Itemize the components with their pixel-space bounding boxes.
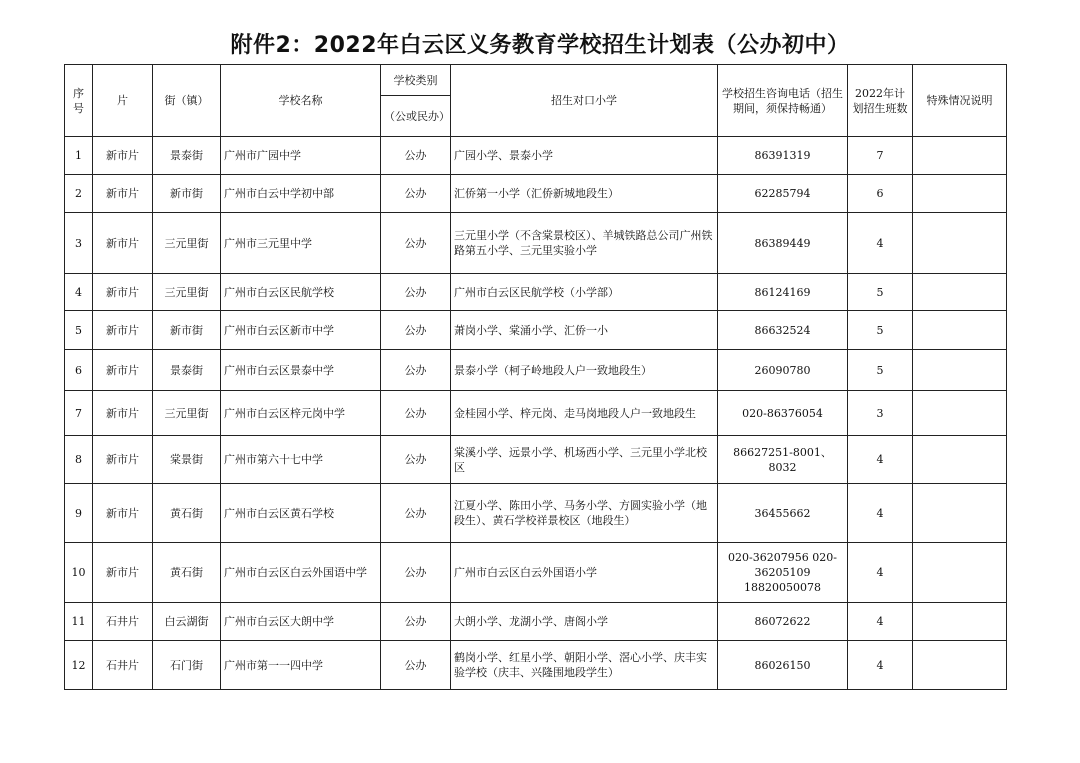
cell-note: [913, 641, 1007, 690]
table-row: [65, 641, 1007, 690]
cell-note: [913, 436, 1007, 484]
cell-street: 白云湖街: [153, 603, 221, 641]
cell-school: 广州市第一一四中学: [221, 641, 381, 690]
cell-primary: 大朗小学、龙湖小学、唐阁小学: [451, 603, 718, 641]
cell-primary: 广州市白云区民航学校（小学部）: [451, 274, 718, 311]
header-notes: 特殊情况说明: [913, 65, 1007, 137]
cell-primary: 汇侨第一小学（汇侨新城地段生）: [451, 175, 718, 213]
table-row: [65, 213, 1007, 274]
cell-classes: 5: [848, 311, 913, 350]
cell-school: 广州市白云中学初中部: [221, 175, 381, 213]
cell-classes: 6: [848, 175, 913, 213]
cell-street: 新市街: [153, 175, 221, 213]
cell-seq: 6: [65, 350, 93, 391]
cell-primary: 广园小学、景泰小学: [451, 137, 718, 175]
cell-note: [913, 137, 1007, 175]
cell-phone: 86072622: [718, 603, 848, 641]
cell-primary: 金桂园小学、梓元岗、走马岗地段人户一致地段生: [451, 391, 718, 436]
cell-school: 广州市白云区白云外国语中学: [221, 543, 381, 603]
cell-school: 广州市白云区大朗中学: [221, 603, 381, 641]
cell-type: 公办: [381, 350, 451, 391]
cell-seq: 1: [65, 137, 93, 175]
cell-type: 公办: [381, 484, 451, 543]
cell-area: 新市片: [93, 175, 153, 213]
cell-classes: 5: [848, 274, 913, 311]
table-row: [65, 484, 1007, 543]
cell-seq: 9: [65, 484, 93, 543]
cell-street: 三元里街: [153, 391, 221, 436]
cell-type: 公办: [381, 311, 451, 350]
table-row: [65, 603, 1007, 641]
cell-street: 三元里街: [153, 213, 221, 274]
cell-type: 公办: [381, 436, 451, 484]
table-row: [65, 543, 1007, 603]
cell-street: 新市街: [153, 311, 221, 350]
cell-street: 三元里街: [153, 274, 221, 311]
cell-primary: 萧岗小学、棠涌小学、汇侨一小: [451, 311, 718, 350]
cell-area: 新市片: [93, 484, 153, 543]
table-row: [65, 436, 1007, 484]
cell-note: [913, 603, 1007, 641]
cell-seq: 5: [65, 311, 93, 350]
cell-classes: 4: [848, 484, 913, 543]
cell-street: 景泰街: [153, 137, 221, 175]
header-school-type: 学校类别: [381, 65, 451, 96]
cell-area: 石井片: [93, 641, 153, 690]
cell-seq: 7: [65, 391, 93, 436]
cell-classes: 4: [848, 543, 913, 603]
cell-phone: 86389449: [718, 213, 848, 274]
table-row: [65, 350, 1007, 391]
cell-primary: 广州市白云区白云外国语小学: [451, 543, 718, 603]
cell-area: 石井片: [93, 603, 153, 641]
header-street: 街（镇）: [153, 65, 221, 137]
cell-type: 公办: [381, 641, 451, 690]
cell-type: 公办: [381, 603, 451, 641]
header-seq: 序号: [65, 65, 93, 137]
cell-note: [913, 391, 1007, 436]
cell-phone: 86632524: [718, 311, 848, 350]
cell-street: 黄石街: [153, 543, 221, 603]
table-row: [65, 274, 1007, 311]
cell-note: [913, 311, 1007, 350]
enrollment-plan-table: [64, 64, 1007, 690]
table-row: [65, 391, 1007, 436]
cell-classes: 4: [848, 641, 913, 690]
header-primary-schools: 招生对口小学: [451, 65, 718, 137]
cell-area: 新市片: [93, 274, 153, 311]
cell-classes: 4: [848, 603, 913, 641]
cell-note: [913, 274, 1007, 311]
cell-primary: 鹤岗小学、红星小学、朝阳小学、滘心小学、庆丰实验学校（庆丰、兴隆围地段学生）: [451, 641, 718, 690]
cell-primary: 江夏小学、陈田小学、马务小学、方圆实验小学（地段生）、黄石学校祥景校区（地段生）: [451, 484, 718, 543]
cell-note: [913, 213, 1007, 274]
cell-type: 公办: [381, 391, 451, 436]
cell-phone: 62285794: [718, 175, 848, 213]
cell-street: 石门街: [153, 641, 221, 690]
cell-school: 广州市广园中学: [221, 137, 381, 175]
cell-phone: 86026150: [718, 641, 848, 690]
cell-seq: 10: [65, 543, 93, 603]
cell-classes: 5: [848, 350, 913, 391]
cell-classes: 3: [848, 391, 913, 436]
cell-street: 棠景街: [153, 436, 221, 484]
header-school-name: 学校名称: [221, 65, 381, 137]
cell-street: 黄石街: [153, 484, 221, 543]
cell-phone: 020-86376054: [718, 391, 848, 436]
cell-school: 广州市白云区民航学校: [221, 274, 381, 311]
header-area: 片: [93, 65, 153, 137]
cell-type: 公办: [381, 175, 451, 213]
cell-type: 公办: [381, 543, 451, 603]
cell-classes: 4: [848, 213, 913, 274]
cell-school: 广州市三元里中学: [221, 213, 381, 274]
cell-seq: 2: [65, 175, 93, 213]
cell-area: 新市片: [93, 391, 153, 436]
cell-school: 广州市白云区梓元岗中学: [221, 391, 381, 436]
header-school-type-sub: （公或民办）: [381, 96, 451, 137]
cell-type: 公办: [381, 213, 451, 274]
cell-school: 广州市第六十七中学: [221, 436, 381, 484]
cell-note: [913, 543, 1007, 603]
cell-primary: 棠溪小学、远景小学、机场西小学、三元里小学北校区: [451, 436, 718, 484]
cell-area: 新市片: [93, 543, 153, 603]
cell-school: 广州市白云区景泰中学: [221, 350, 381, 391]
cell-primary: 景泰小学（柯子岭地段人户一致地段生）: [451, 350, 718, 391]
cell-type: 公办: [381, 137, 451, 175]
cell-seq: 4: [65, 274, 93, 311]
cell-school: 广州市白云区黄石学校: [221, 484, 381, 543]
cell-seq: 12: [65, 641, 93, 690]
cell-phone: 26090780: [718, 350, 848, 391]
cell-phone: 86627251-8001、8032: [718, 436, 848, 484]
cell-classes: 7: [848, 137, 913, 175]
cell-area: 新市片: [93, 137, 153, 175]
table-row: [65, 175, 1007, 213]
cell-classes: 4: [848, 436, 913, 484]
cell-note: [913, 350, 1007, 391]
cell-primary: 三元里小学（不含棠景校区）、羊城铁路总公司广州铁路第五小学、三元里实验小学: [451, 213, 718, 274]
cell-area: 新市片: [93, 350, 153, 391]
header-phone: 学校招生咨询电话（招生期间，须保持畅通）: [718, 65, 848, 137]
cell-area: 新市片: [93, 436, 153, 484]
cell-note: [913, 484, 1007, 543]
cell-phone: 36455662: [718, 484, 848, 543]
header-row: [65, 65, 1007, 96]
table-row: [65, 311, 1007, 350]
cell-phone: 86391319: [718, 137, 848, 175]
cell-area: 新市片: [93, 213, 153, 274]
cell-phone: 86124169: [718, 274, 848, 311]
cell-type: 公办: [381, 274, 451, 311]
cell-phone: 020-36207956 020-36205109 18820050078: [718, 543, 848, 603]
header-classes: 2022年计划招生班数: [848, 65, 913, 137]
cell-seq: 3: [65, 213, 93, 274]
table-row: [65, 137, 1007, 175]
cell-note: [913, 175, 1007, 213]
page-title: 附件2：2022年白云区义务教育学校招生计划表（公办初中）: [230, 33, 850, 58]
cell-school: 广州市白云区新市中学: [221, 311, 381, 350]
cell-street: 景泰街: [153, 350, 221, 391]
cell-seq: 11: [65, 603, 93, 641]
cell-area: 新市片: [93, 311, 153, 350]
cell-seq: 8: [65, 436, 93, 484]
